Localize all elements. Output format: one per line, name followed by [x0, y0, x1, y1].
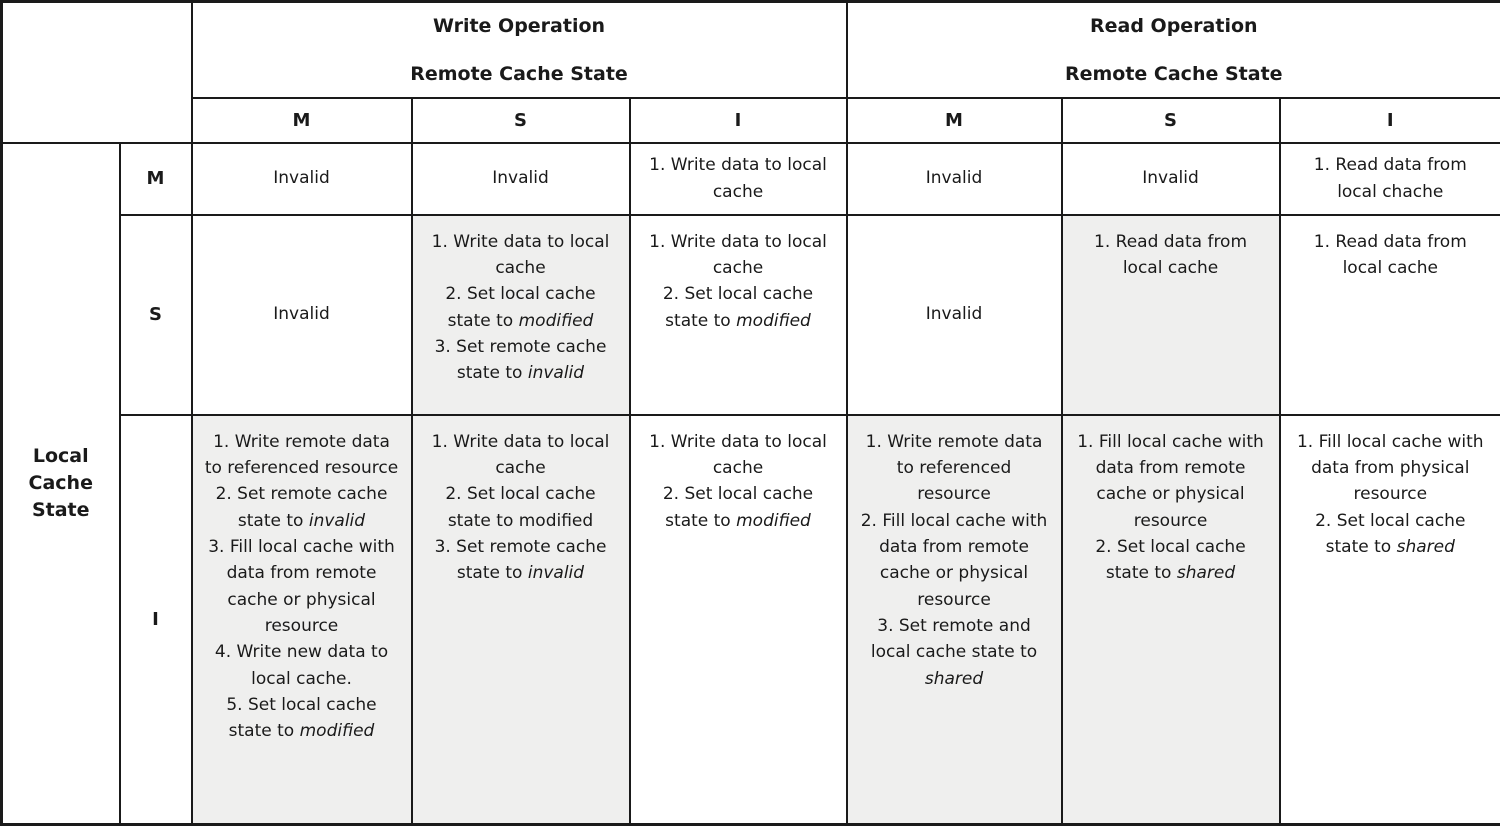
cell-read-local-s-remote-s	[1062, 215, 1280, 415]
write-col-header-i: I	[630, 98, 847, 143]
cell-step: 2. Set local cache state to modified	[425, 281, 617, 334]
cell-step: 3. Set remote cache state to invalid	[425, 334, 617, 387]
cell-step: 1. Read data from local chache	[1293, 152, 1489, 205]
cell-write-local-s-remote-s	[412, 215, 630, 415]
cell-step: 1. Write data to local cache	[643, 229, 834, 282]
cell-read-local-i-remote-i	[1280, 415, 1500, 825]
read-operation-title: Read Operation	[860, 15, 1489, 37]
cell-step: 2. Set local cache state to modified	[643, 281, 834, 334]
table-row-local-i	[2, 415, 1500, 825]
cell-write-local-s-remote-i	[630, 215, 847, 415]
cell-step: 2. Set local cache state to modified	[425, 481, 617, 534]
write-col-header-s: S	[412, 98, 630, 143]
cell-step: 2. Set remote cache state to invalid	[205, 481, 399, 534]
cell-write-local-i-remote-i	[630, 415, 847, 825]
cell-read-local-i-remote-s	[1062, 415, 1280, 825]
cell-read-local-s-remote-m	[847, 215, 1062, 415]
cell-step: 1. Write data to local cache	[643, 429, 834, 482]
cell-step: 1. Read data from local cache	[1075, 229, 1267, 282]
cell-write-local-i-remote-m	[192, 415, 412, 825]
cell-step: 3. Set remote and local cache state to shared	[860, 613, 1049, 692]
cell-step: 1. Write data to local cache	[425, 229, 617, 282]
cell-step: Invalid	[860, 165, 1049, 191]
cell-read-local-m-remote-s	[1062, 143, 1280, 215]
cell-step: Invalid	[860, 301, 1049, 327]
read-col-header-m: M	[847, 98, 1062, 143]
cell-read-local-i-remote-m	[847, 415, 1062, 825]
corner-cell	[2, 2, 192, 143]
write-operation-title: Write Operation	[205, 15, 834, 37]
cell-step: 5. Set local cache state to modified	[205, 692, 399, 745]
write-operation-header	[192, 2, 847, 98]
cell-step: 1. Write remote data to referenced resource	[205, 429, 399, 482]
cell-step: 1. Write remote data to referenced resource	[860, 429, 1049, 508]
write-col-header-m: M	[192, 98, 412, 143]
read-col-header-s: S	[1062, 98, 1280, 143]
cell-step: 2. Set local cache state to shared	[1075, 534, 1267, 587]
read-operation-header	[847, 2, 1500, 98]
cell-step: Invalid	[205, 301, 399, 327]
row-label-i: I	[120, 415, 192, 825]
cell-step: 1. Fill local cache with data from physical resource	[1293, 429, 1489, 508]
table-row-local-m	[2, 143, 1500, 215]
cell-write-local-m-remote-s	[412, 143, 630, 215]
cell-read-local-s-remote-i	[1280, 215, 1500, 415]
cell-step: 4. Write new data to local cache.	[205, 639, 399, 692]
row-label-m: M	[120, 143, 192, 215]
cell-write-local-i-remote-s	[412, 415, 630, 825]
cell-read-local-m-remote-i	[1280, 143, 1500, 215]
cell-read-local-m-remote-m	[847, 143, 1062, 215]
cell-step: 1. Fill local cache with data from remote cache or physical resource	[1075, 429, 1267, 534]
read-remote-cache-state-title: Remote Cache State	[860, 63, 1489, 85]
write-remote-cache-state-title: Remote Cache State	[205, 63, 834, 85]
row-axis-label: Local Cache State	[2, 143, 120, 825]
read-col-header-i: I	[1280, 98, 1500, 143]
cell-step: 1. Read data from local cache	[1293, 229, 1489, 282]
cell-write-local-m-remote-i	[630, 143, 847, 215]
row-label-s: S	[120, 215, 192, 415]
cell-step: 3. Fill local cache with data from remote cache or physical resource	[205, 534, 399, 639]
cell-step: 2. Set local cache state to modified	[643, 481, 834, 534]
cell-write-local-s-remote-m	[192, 215, 412, 415]
cell-step: 1. Write data to local cache	[643, 152, 834, 205]
cell-step: Invalid	[1075, 165, 1267, 191]
cell-step: 2. Fill local cache with data from remote cache or physical resource	[860, 508, 1049, 613]
cell-step: Invalid	[425, 165, 617, 191]
cell-write-local-m-remote-m	[192, 143, 412, 215]
cell-step: Invalid	[205, 165, 399, 191]
cell-step: 3. Set remote cache state to invalid	[425, 534, 617, 587]
cell-step: 2. Set local cache state to shared	[1293, 508, 1489, 561]
table-row-local-s	[2, 215, 1500, 415]
cell-step: 1. Write data to local cache	[425, 429, 617, 482]
